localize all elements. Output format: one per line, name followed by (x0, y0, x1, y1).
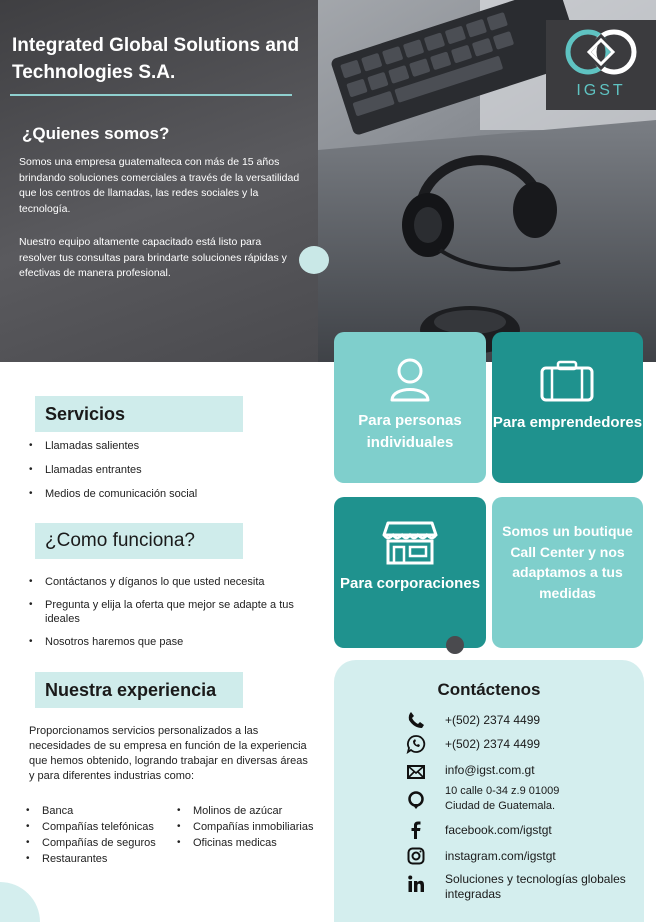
phone-icon (406, 710, 426, 730)
contact-heading: Contáctenos (437, 680, 541, 699)
list-item: • Pregunta y elija la oferta que mejor se adapte a tus ideales (27, 598, 317, 626)
contact-email[interactable]: info@igst.com.gt (445, 763, 535, 777)
experience-heading: Nuestra experiencia (35, 672, 243, 708)
contact-linkedin[interactable]: Soluciones y tecnologías globales integradas (445, 872, 626, 901)
person-icon (334, 358, 486, 402)
about-paragraph-1: Somos una empresa guatemalteca con más de 15 años brindando soluciones comerciales a través de la versatilidad que los centros de llamadas, las redes sociales y la tecnología. (19, 156, 300, 215)
contact-facebook[interactable]: facebook.com/igstgt (445, 823, 552, 837)
experience-paragraph: Proporcionamos servicios personalizados a las necesidades de su empresa en función de la experiencia que hemos obtenido, logrando trabajar en diversas áreas y para diferentes industrias como: (29, 725, 308, 782)
list-item: • Compañías de seguros (24, 835, 174, 851)
decorative-dot (446, 636, 464, 654)
services-heading: Servicios (35, 396, 243, 432)
contact-panel (334, 660, 644, 922)
industries-list-1 (24, 803, 174, 867)
list-item: • Llamadas salientes (27, 439, 317, 453)
contact-phone[interactable]: +(502) 2374 4499 (445, 713, 541, 727)
storefront-icon (334, 519, 486, 565)
company-logo (546, 20, 656, 110)
whatsapp-icon (406, 734, 426, 754)
email-icon (406, 762, 426, 782)
briefcase-icon (492, 360, 643, 402)
tile-personas-label: Para personas individuales (358, 412, 462, 451)
services-list (27, 439, 317, 511)
decorative-dot (299, 246, 329, 274)
industries-list-2 (175, 803, 315, 851)
contact-address-line2: Ciudad de Guatemala. (445, 800, 556, 812)
logo-mark-icon (546, 20, 656, 82)
tile-corporaciones-label: Para corporaciones (339, 575, 481, 592)
logo-wordmark: IGST (576, 82, 626, 99)
how-heading: ¿Como funciona? (35, 523, 243, 559)
decorative-circle (0, 882, 40, 922)
contact-instagram[interactable]: instagram.com/igstgt (445, 849, 556, 863)
tile-personas (334, 332, 486, 483)
list-item: • Compañías telefónicas (24, 819, 174, 835)
list-item: • Contáctanos y díganos lo que usted necesita (27, 575, 317, 589)
about-heading: ¿Quienes somos? (22, 124, 170, 143)
tile-boutique (492, 497, 643, 648)
list-item: • Restaurantes (24, 851, 174, 867)
list-item: • Molinos de azúcar (175, 803, 315, 819)
list-item: • Llamadas entrantes (27, 463, 317, 477)
tile-emprendedores-label: Para emprendedores (492, 414, 643, 431)
about-paragraph-2: Nuestro equipo altamente capacitado está listo para resolver tus consultas para brindarte soluciones rápidas y efectivas de manera profesional. (19, 236, 287, 279)
list-item: • Oficinas medicas (175, 835, 315, 851)
facebook-icon (406, 820, 426, 840)
linkedin-icon (406, 874, 426, 894)
company-name: Integrated Global Solutions and Technologies S.A. (12, 35, 300, 83)
list-item: • Nosotros haremos que pase (27, 635, 317, 649)
list-item: • Medios de comunicación social (27, 487, 317, 501)
location-pin-icon (406, 790, 426, 810)
list-item: • Compañías inmobiliarias (175, 819, 315, 835)
tile-corporaciones (334, 497, 486, 648)
list-item: • Banca (24, 803, 174, 819)
contact-address-line1: 10 calle 0-34 z.9 01009 (445, 785, 560, 797)
instagram-icon (406, 846, 426, 866)
how-list (27, 575, 317, 658)
tile-boutique-label: Somos un boutique Call Center y nos adaptamos a tus medidas (502, 523, 633, 601)
title-divider (10, 94, 292, 96)
hero-section (0, 0, 656, 362)
contact-whatsapp[interactable]: +(502) 2374 4499 (445, 737, 541, 751)
tile-emprendedores (492, 332, 643, 483)
